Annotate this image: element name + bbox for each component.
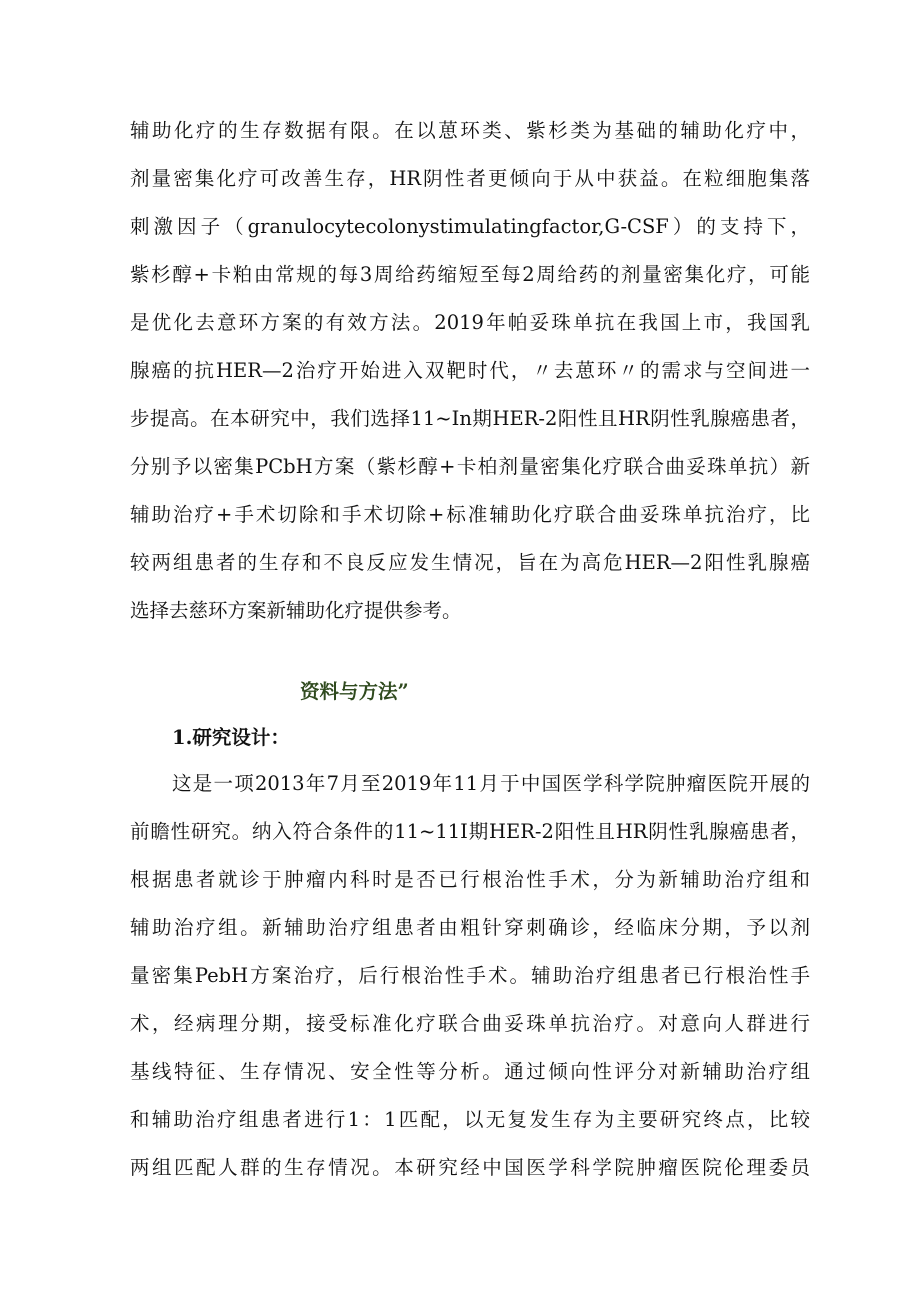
text-line: 基线特征、生存情况、安全性等分析。通过倾向性评分对新辅助治疗组 [130, 1060, 810, 1083]
text-line: 术，经病理分期，接受标准化疗联合曲妥珠单抗治疗。对意向人群进行 [130, 1012, 810, 1035]
text-line: 两组匹配人群的生存情况。本研究经中国医学科学院肿瘤医院伦理委员 [130, 1156, 810, 1179]
text-line: 分别予以密集PCbH方案（紫杉醇+卡柏剂量密集化疗联合曲妥珠单抗）新 [130, 455, 810, 478]
body-paragraph-study-design [130, 760, 810, 1192]
text-line: 根据患者就诊于肿瘤内科时是否已行根治性手术，分为新辅助治疗组和 [130, 868, 810, 891]
text-line: 前瞻性研究。纳入符合条件的11~11I期HER-2阳性且HR阴性乳腺癌患者， [130, 820, 810, 843]
text-line: 较两组患者的生存和不良反应发生情况，旨在为高危HER—2阳性乳腺癌 [130, 551, 810, 574]
body-paragraph-intro [130, 107, 810, 635]
text-line: 辅助治疗+手术切除和手术切除+标准辅助化疗联合曲妥珠单抗治疗，比 [130, 503, 810, 526]
text-line: 和辅助治疗组患者进行1：1匹配，以无复发生存为主要研究终点，比较 [130, 1108, 810, 1131]
text-line: 这是一项2013年7月至2019年11月于中国医学科学院肿瘤医院开展的 [172, 772, 810, 795]
text-line: 辅助化疗的生存数据有限。在以葸环类、紫杉类为基础的辅助化疗中， [130, 119, 810, 142]
text-line: 刺激因子（granulocytecolonystimulatingfactor,G-CSF）的支持下， [130, 215, 810, 238]
text-line: 量密集PebH方案治疗，后行根治性手术。辅助治疗组患者已行根治性手 [130, 964, 810, 987]
subsection-heading: 1.研究设计： [172, 726, 290, 749]
text-line: 辅助治疗组。新辅助治疗组患者由粗针穿刺确诊，经临床分期，予以剂 [130, 916, 810, 939]
text-line: 剂量密集化疗可改善生存，HR阴性者更倾向于从中获益。在粒细胞集落 [130, 167, 810, 190]
text-line: 紫杉醇+卡粕由常规的每3周给药缩短至每2周给药的剂量密集化疗，可能 [130, 263, 810, 286]
text-line: 步提高。在本研究中，我们选择11~In期HER-2阳性且HR阴性乳腺癌患者， [130, 407, 810, 430]
text-line: 是优化去意环方案的有效方法。2019年帕妥珠单抗在我国上市，我国乳 [130, 311, 810, 334]
text-line: 腺癌的抗HER—2治疗开始进入双靶时代，〃去葸环〃的需求与空间进一 [130, 359, 810, 382]
section-heading: 资料与方法” [300, 680, 409, 703]
text-line: 选择去慈环方案新辅助化疗提供参考。 [130, 599, 462, 622]
